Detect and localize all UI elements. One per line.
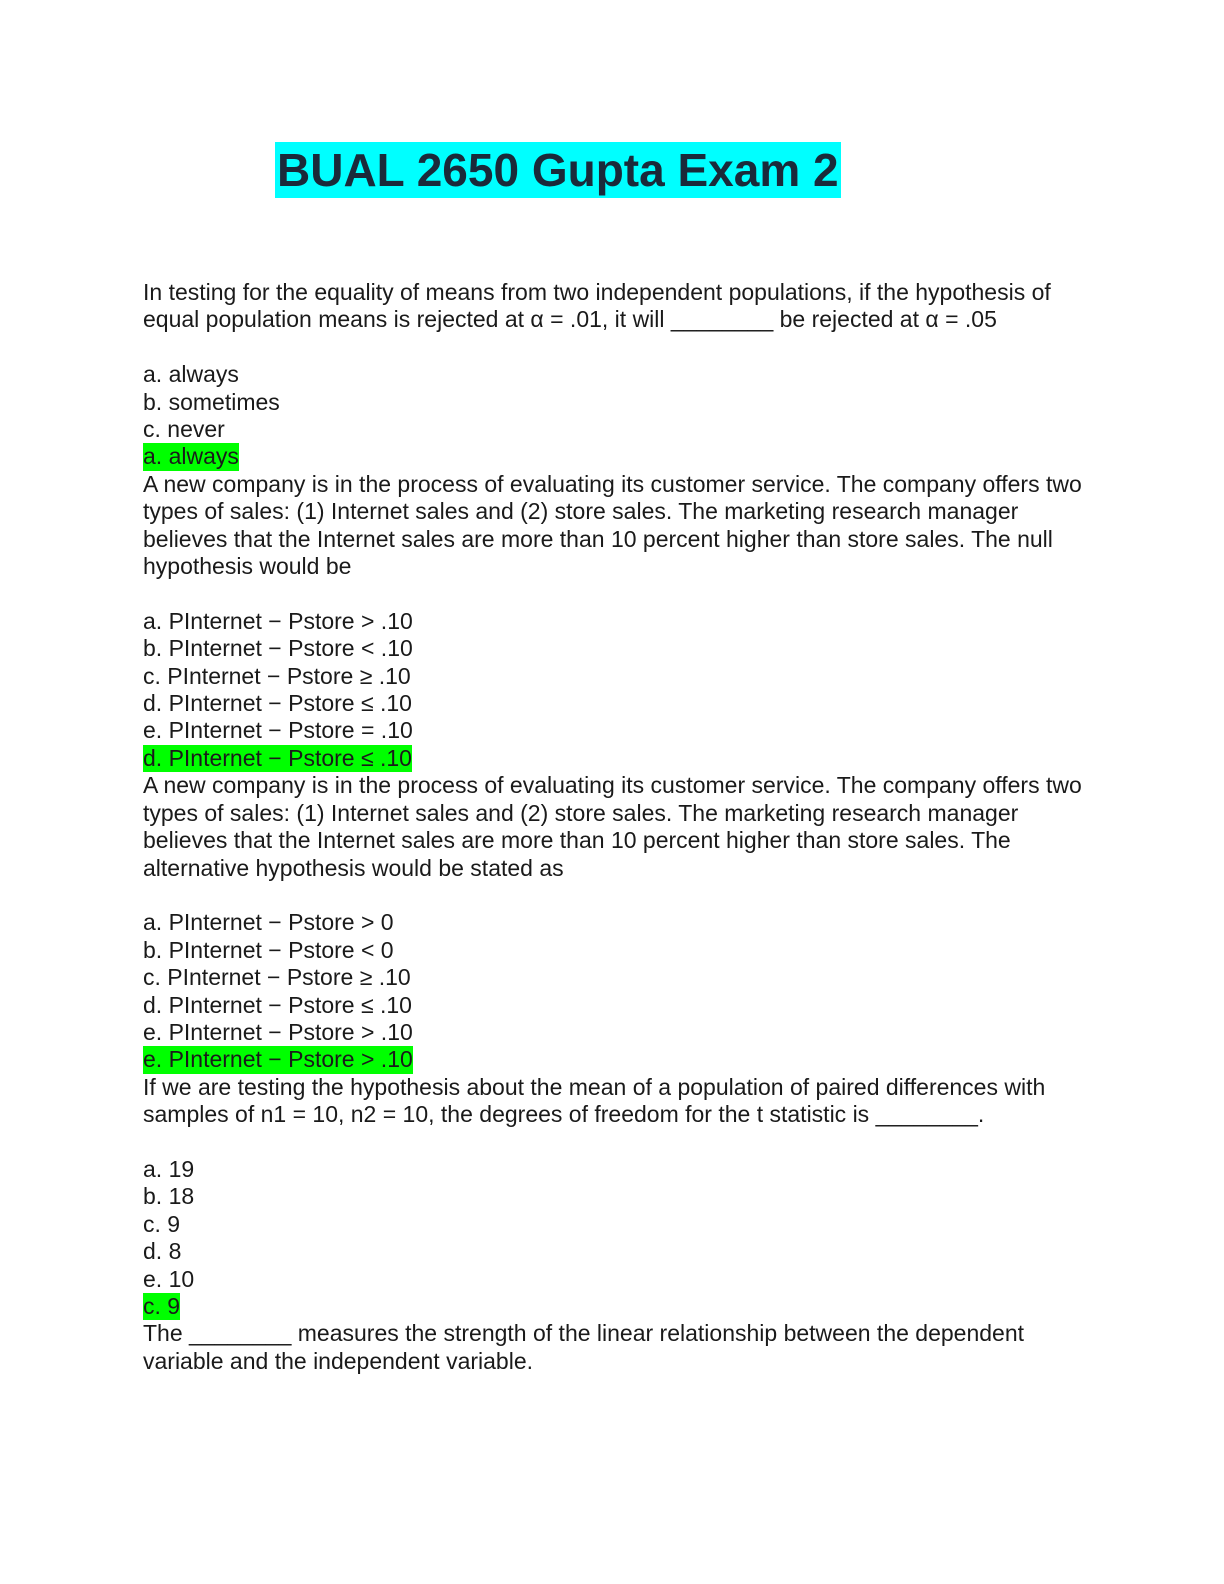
- option-item: a. PInternet − Pstore > 0: [143, 909, 394, 936]
- option-item: a. 19: [143, 1155, 195, 1182]
- question-list: [143, 279, 1083, 1375]
- option-item: a. always: [143, 361, 239, 388]
- option-list: [143, 608, 1083, 745]
- question-text: In testing for the equality of means from two independent populations, if the hypothesis of equal population means is rejected at α = .01, it will ________ be rejected at α = .05: [143, 279, 1051, 333]
- question-text: A new company is in the process of evaluating its customer service. The company offers two types of sales: (1) Internet sales and (2) store sales. The marketing research manager believes that the Internet sales are more than 10 percent higher than store sales. The alternative hypothesis would be stated as: [143, 772, 1082, 881]
- option-item: c. PInternet − Pstore ≥ .10: [143, 964, 411, 991]
- question-text: The ________ measures the strength of the linear relationship between the dependent variable and the independent variable.: [143, 1320, 1025, 1374]
- highlighted-answer: e. PInternet − Pstore > .10: [143, 1046, 413, 1073]
- option-item: b. sometimes: [143, 388, 280, 415]
- option-list: [143, 1156, 1083, 1293]
- option-item: e. PInternet − Pstore = .10: [143, 717, 413, 744]
- question-block: [143, 471, 1083, 772]
- option-item: d. 8: [143, 1238, 182, 1265]
- question-block: [143, 1320, 1083, 1375]
- option-item: a. PInternet − Pstore > .10: [143, 607, 413, 634]
- option-list: [143, 909, 1083, 1046]
- option-item: b. PInternet − Pstore < 0: [143, 936, 394, 963]
- highlighted-answer: c. 9: [143, 1292, 181, 1319]
- option-item: c. 9: [143, 1210, 181, 1237]
- option-list: [143, 361, 1083, 443]
- question-block: [143, 279, 1083, 471]
- question-block: [143, 1074, 1083, 1321]
- highlighted-answer: d. PInternet − Pstore ≤ .10: [143, 744, 412, 771]
- option-item: b. PInternet − Pstore < .10: [143, 635, 413, 662]
- document-title: BUAL 2650 Gupta Exam 2: [277, 144, 839, 196]
- option-item: c. PInternet − Pstore ≥ .10: [143, 662, 411, 689]
- question-text: If we are testing the hypothesis about the mean of a population of paired differences with samples of n1 = 10, n2 = 10, the degrees of freedom for the t statistic is ________.: [143, 1073, 1046, 1128]
- highlighted-answer: a. always: [143, 443, 239, 470]
- option-item: b. 18: [143, 1183, 195, 1210]
- question-text: A new company is in the process of evaluating its customer service. The company offers two types of sales: (1) Internet sales and (2) store sales. The marketing research manager believes that the Internet sales are more than 10 percent higher than store sales. The null hypothesis would be: [143, 470, 1082, 580]
- option-item: d. PInternet − Pstore ≤ .10: [143, 991, 412, 1018]
- option-item: e. 10: [143, 1265, 195, 1292]
- option-item: d. PInternet − Pstore ≤ .10: [143, 690, 412, 717]
- option-item: e. PInternet − Pstore > .10: [143, 1018, 413, 1045]
- option-item: c. never: [143, 416, 225, 443]
- question-block: [143, 772, 1083, 1073]
